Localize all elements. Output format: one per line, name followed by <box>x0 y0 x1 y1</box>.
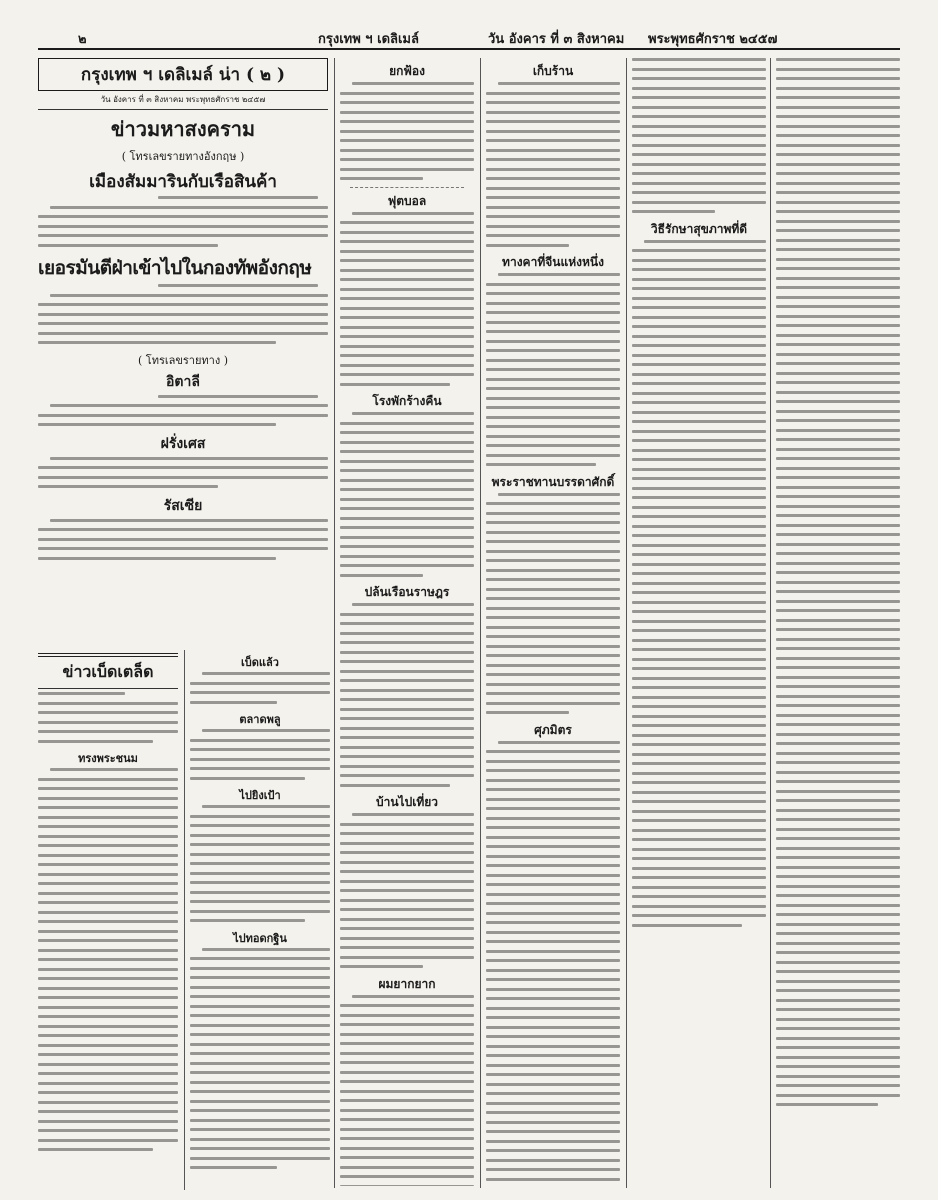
france-heading: ฝรั่งเศส <box>160 435 206 452</box>
article-heading: ไปทอดกฐิน <box>233 931 287 945</box>
article-body <box>340 603 474 787</box>
headline-german-advance: เยอรมันตีฝ่าเข้าไปในกองทัพอังกฤษ <box>38 257 312 279</box>
article-body <box>38 284 328 344</box>
article-heading: ไปยิงเป้า <box>239 789 281 802</box>
article-body <box>340 212 474 386</box>
article-heading: ฟุตบอล <box>387 193 427 208</box>
column-2 <box>340 58 474 1186</box>
section-date: วัน อังคาร ที่ ๓ สิงหาคม พระพุทธศักราช ๒๔๕๗ <box>100 95 266 104</box>
war-news-heading: ข่าวมหาสงคราม <box>110 117 256 141</box>
article-heading: ยกฟ้อง <box>389 64 425 78</box>
article-heading: พระราชทานบรรดาศักดิ์ <box>491 474 615 489</box>
article-body <box>340 412 474 577</box>
article-heading: ปล้นเรือนราษฎร <box>364 585 450 599</box>
column-rule <box>480 58 481 1188</box>
misc-subheading: ทรงพระชนม <box>78 752 138 765</box>
italy-heading: อิตาลี <box>166 373 200 390</box>
article-body <box>38 519 328 560</box>
article-heading: วิธีรักษาสุขภาพที่ดี <box>650 221 748 236</box>
article-heading: ศุภมิตร <box>534 722 572 737</box>
issue-year: พระพุทธศักราช ๒๔๕๗ <box>648 32 778 47</box>
article-body <box>190 672 330 704</box>
article-body <box>486 741 620 1187</box>
article-heading: โรงพักร้างคืน <box>372 394 442 408</box>
russia-heading: รัสเซีย <box>163 497 203 514</box>
article-body <box>632 240 766 927</box>
article-body <box>38 768 178 1151</box>
column-1b <box>190 650 330 1185</box>
masthead <box>38 28 900 50</box>
article-heading: ผมยากยาก <box>378 976 436 991</box>
column-1 <box>38 58 328 648</box>
article-body <box>340 813 474 968</box>
misc-news-heading: ข่าวเบ็ดเตล็ด <box>62 662 154 681</box>
issue-date: วัน อังคาร ที่ ๓ สิงหาคม <box>488 32 625 47</box>
article-body <box>486 273 620 466</box>
column-rule <box>770 58 771 1188</box>
article-body <box>38 457 328 489</box>
article-body <box>190 948 330 1170</box>
article-heading: เบ็ดแล้ว <box>241 656 279 669</box>
article-body <box>38 395 328 427</box>
column-3 <box>486 58 620 1186</box>
column-4 <box>632 58 766 1186</box>
article-heading: บ้านไปเที่ยว <box>376 795 438 809</box>
article-heading: เก็บร้าน <box>532 64 574 78</box>
article-body <box>190 729 330 780</box>
column-rule <box>334 58 335 1188</box>
article-heading: ทางคาที่จีนแห่งหนึ่ง <box>502 255 604 269</box>
column-rule <box>626 58 627 1188</box>
article-body <box>340 995 474 1187</box>
column-rule <box>184 650 185 1190</box>
article-body <box>632 58 766 213</box>
article-heading: ตลาดพลู <box>239 713 281 726</box>
war-news-subheading: ( โทรเลขรายทางอังกฤษ ) <box>121 150 245 163</box>
page-number: ๒ <box>78 32 87 47</box>
column-5 <box>776 58 900 1186</box>
article-body <box>38 692 178 743</box>
paper-name: กรุงเทพ ฯ เดลิเมล์ <box>318 32 419 47</box>
article-body <box>486 493 620 715</box>
article-body <box>190 805 330 922</box>
column-1a <box>38 650 178 1185</box>
article-body <box>38 196 328 247</box>
section-title: กรุงเทพ ฯ เดลิเมล์ น่า ( ๒ ) <box>38 58 328 91</box>
newspaper-page <box>38 10 900 1190</box>
wire-heading: ( โทรเลขรายทาง ) <box>138 353 228 367</box>
headline-sammarin: เมืองสัมมารินกับเรือสินค้า <box>89 172 277 192</box>
article-body <box>340 82 474 180</box>
article-body <box>486 82 620 247</box>
article-body <box>776 58 900 1106</box>
